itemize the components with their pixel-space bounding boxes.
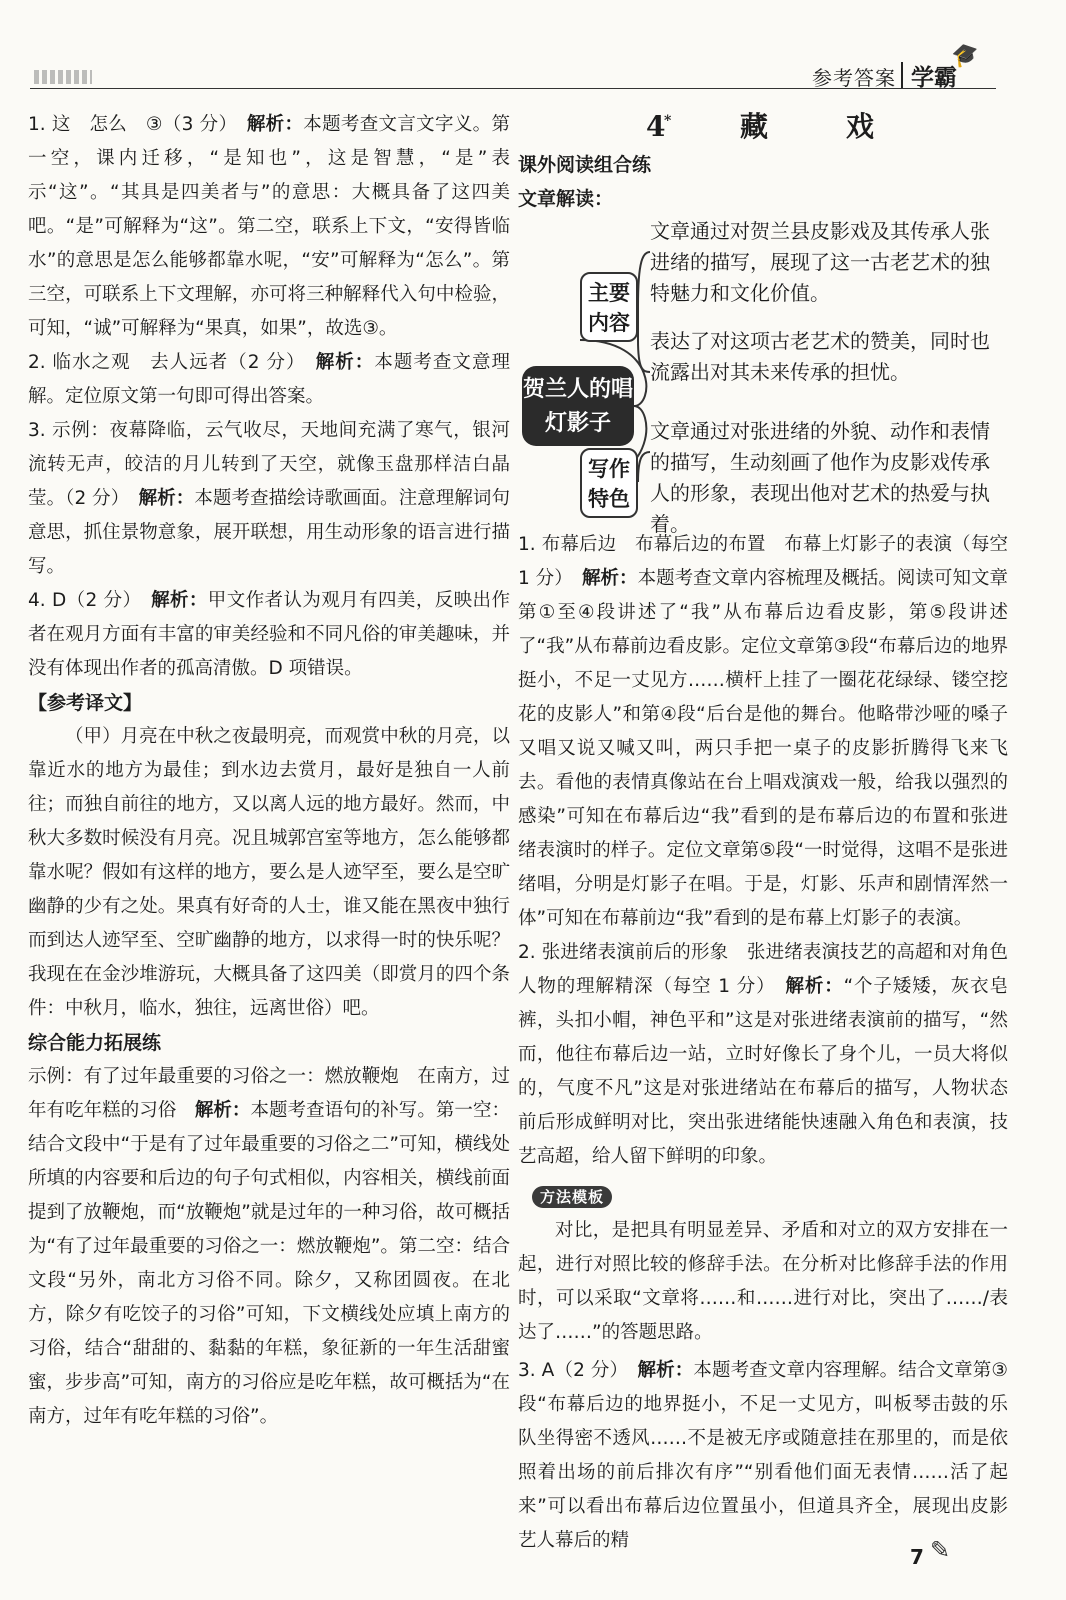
mind-map-center: 贺兰人的唱灯影子 bbox=[522, 366, 634, 446]
header-decoration bbox=[34, 70, 92, 84]
q3-body: 本题考查描绘诗歌画面。注意理解词句意思，抓住景物意象，展开联想，用生动形象的语言进行描写。 bbox=[28, 488, 510, 577]
ext-tag: 解析： bbox=[194, 1100, 251, 1121]
r2-tag: 解析： bbox=[785, 976, 844, 997]
section-title-reading: 课外阅读组合练 bbox=[518, 154, 652, 176]
header-brand: 学霸 bbox=[911, 65, 957, 91]
mind-map-node-content: 主要内容 bbox=[580, 272, 638, 342]
page-header bbox=[0, 0, 1066, 96]
ext-body: 本题考查语句的补写。第一空：结合文段中“于是有了过年最重要的习俗之二”可知，横线处所填的内容要和后边的句子句式相似，内容相关，横线前面提到了放鞭炮，而“放鞭炮”就是过年的一种习俗，故可概括为“有了过年最重要的习俗之一：燃放鞭炮”。第二空：结合文段“另外，南北方习俗不同。除夕，又称团圆夜。在北方，除夕有吃饺子的习俗”可知，下文横线处应填上南方的习俗，结合“甜甜的、黏黏的年糕，象征新的一年生活甜蜜蜜，步步高”可知，南方的习俗应是吃年糕，故可概括为“在南方，过年有吃年糕的习俗”。 bbox=[28, 1100, 510, 1427]
q1-head: 1. 这 怎么 ③（3 分） bbox=[28, 114, 247, 135]
r3-head: 3. A（2 分） bbox=[518, 1360, 638, 1381]
answer-extension bbox=[28, 1060, 510, 1434]
analysis-label: 文章解读： bbox=[518, 188, 614, 210]
q1-tag: 解析： bbox=[246, 114, 304, 135]
header-label: 参考答案 bbox=[812, 66, 896, 90]
graduation-cap-icon: 🎓 bbox=[949, 40, 982, 71]
r2-head: 2. 张进绪表演前后的形象 张进绪表演技艺的高超和对角色人物的理解精深（每空 1 分） bbox=[518, 942, 1008, 997]
q4-tag: 解析： bbox=[151, 590, 208, 611]
ext-head: 示例：有了过年最重要的习俗之一：燃放鞭炮 在南方，过年有吃年糕的习俗 bbox=[28, 1066, 510, 1121]
r1-body: 本题考查文章内容梳理及概括。阅读可知文章第①至④段讲述了“我”从布幕后边看皮影，第⑤段讲述了“我”从布幕前边看皮影。定位文章第③段“布幕后边的地界挺小，不足一丈见方……横杆上挂了一圈花花绿绿、镂空挖花的皮影人”和第④段“后台是他的舞台。他略带沙哑的嗓子又唱又说又喊又叫，两只手把一桌子的皮影折腾得飞来飞去。看他的表情真像站在台上唱戏演戏一般，给我以强烈的感染”可知在布幕后边“我”看到的是布幕后边的布置和张进绪表演时的样子。定位文章第⑤段“一时觉得，这唱不是张进绪唱，分明是灯影子在唱。于是，灯影、乐声和剧情浑然一体”可知在布幕前边“我”看到的是布幕上灯影子的表演。 bbox=[518, 568, 1008, 929]
q4-head: 4. D（2 分） bbox=[28, 590, 152, 611]
header-divider bbox=[901, 62, 903, 88]
q4-body: 甲文作者认为观月有四美，反映出作者在观月方面有丰富的审美经验和不同凡俗的审美趣味，并没有体现出作者的孤高清傲。D 项错误。 bbox=[28, 590, 510, 679]
lesson-title bbox=[518, 108, 1008, 148]
mind-map-text-1: 文章通过对贺兰县皮影戏及其传承人张进绪的描写，展现了这一古老艺术的独特魅力和文化价值。 bbox=[650, 219, 990, 305]
right-column bbox=[518, 108, 1008, 1558]
q1-body: 本题考查文言文字义。第一空，课内迁移，“是知也”，这是智慧，“是”表示“这”。“其具是四美者与”的意思：大概具备了这四美吧。“是”可解释为“这”。第二空，联系上下文，“安得皆临水”的意思是怎么能够都靠水呢，“安”可解释为“怎么”。第三空，可联系上下文理解，亦可将三种解释代入句中检验，可知，“诚”可解释为“果真，如果”，故选③。 bbox=[28, 114, 510, 339]
r1-head: 1. 布幕后边 布幕后边的布置 布幕上灯影子的表演（每空 1 分） bbox=[518, 534, 1008, 589]
translation-title: 【参考译文】 bbox=[28, 692, 143, 714]
answer-q3 bbox=[28, 414, 510, 584]
answer-r2 bbox=[518, 936, 1008, 1174]
q2-head: 2. 临水之观 去人远者（2 分） bbox=[28, 352, 316, 373]
q2-tag: 解析： bbox=[315, 352, 375, 373]
header-rule bbox=[30, 88, 996, 89]
method-box bbox=[518, 1180, 1008, 1350]
r3-body: 本题考查文章内容理解。结合文章第③段“布幕后边的地界挺小，不足一丈见方，叫板琴击鼓的乐队坐得密不透风……不是被无序或随意挂在那里的，而是依照着出场的前后排次有序”“别看他们面无表情……活了起来”可以看出布幕后边位置虽小，但道具齐全，展现出皮影艺人幕后的精 bbox=[518, 1360, 1008, 1551]
answer-q4 bbox=[28, 584, 510, 686]
method-text: 对比，是把具有明显差异、矛盾和对立的双方安排在一起，进行对照比较的修辞手法。在分析对比修辞手法的作用时，可以采取“文章将……和……进行对比，突出了……/表达了……”的答题思路。 bbox=[518, 1220, 1008, 1343]
q2-body: 本题考查文意理解。定位原文第一句即可得出答案。 bbox=[28, 352, 510, 407]
pen-icon: ✎ bbox=[930, 1536, 951, 1564]
r1-tag: 解析： bbox=[582, 568, 638, 589]
page-number: 7 bbox=[910, 1545, 924, 1569]
lesson-number: 4 bbox=[646, 110, 666, 143]
r3-tag: 解析： bbox=[637, 1360, 694, 1381]
answer-r3 bbox=[518, 1354, 1008, 1558]
answer-q1 bbox=[28, 108, 510, 346]
mind-map-text-3: 文章通过对张进绪的外貌、动作和表情的描写，生动刻画了他作为皮影戏传承人的形象，表现出他对艺术的热爱与执着。 bbox=[650, 419, 990, 536]
lesson-star: * bbox=[664, 113, 672, 129]
answer-q2 bbox=[28, 346, 510, 414]
method-badge: 方法模板 bbox=[532, 1186, 612, 1208]
lesson-name: 藏戏 bbox=[740, 110, 953, 143]
q3-head: 3. 示例：夜幕降临，云气收尽，天地间充满了寒气，银河流转无声，皎洁的月儿转到了天空，就像玉盘那样洁白晶莹。（2 分） bbox=[28, 420, 510, 509]
section-title-extension: 综合能力拓展练 bbox=[28, 1032, 162, 1054]
r2-body: “个子矮矮，灰衣皂裤，头扣小帽，神色平和”这是对张进绪表演前的描写，“然而，他往布幕后边一站，立时好像长了身个儿，一员大将似的，气度不凡”这是对张进绪站在布幕后的描写，人物状态前后形成鲜明对比，突出张进绪能快速融入角色和表演，技艺高超，给人留下鲜明的印象。 bbox=[518, 976, 1008, 1167]
q3-tag: 解析： bbox=[138, 488, 195, 509]
mind-map-node-style: 写作特色 bbox=[580, 448, 638, 518]
answer-r1 bbox=[518, 528, 1008, 936]
mind-map bbox=[518, 219, 1008, 536]
left-column bbox=[28, 108, 510, 1434]
translation-text: （甲）月亮在中秋之夜最明亮，而观赏中秋的月亮，以靠近水的地方为最佳；到水边去赏月，最好是独自一人前往；而独自前往的地方，又以离人远的地方最好。然而，中秋大多数时候没有月亮。况且城郭宫室等地方，怎么能够都靠水呢？假如有这样的地方，要么是人迹罕至，要么是空旷幽静的少有之处。果真有好奇的人士，谁又能在黑夜中独行而到达人迹罕至、空旷幽静的地方，以求得一时的快乐呢？我现在在金沙堆游玩，大概具备了这四美（即赏月的四个条件：中秋月，临水，独往，远离世俗）吧。 bbox=[28, 726, 510, 1019]
mind-map-text-2: 表达了对这项古老艺术的赞美，同时也流露出对其未来传承的担忧。 bbox=[650, 329, 990, 384]
